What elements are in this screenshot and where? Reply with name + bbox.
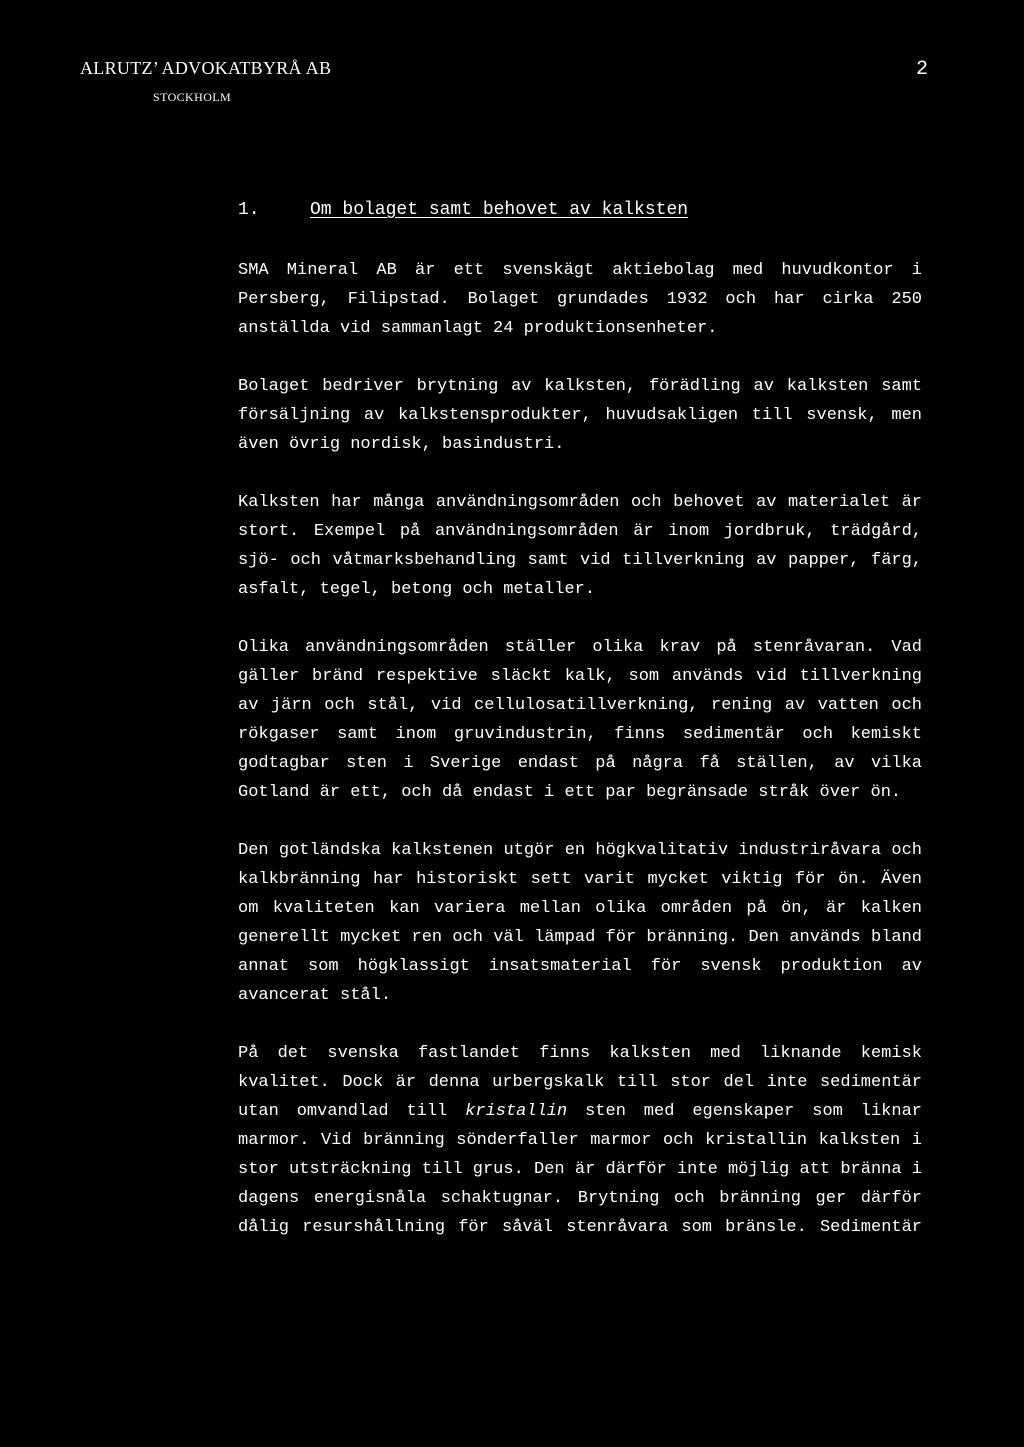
paragraph-company-intro: SMA Mineral AB är ett svenskägt aktiebolag med huvudkontor i Persberg, Filipstad. Bolaget grundades 1932 och har cirka 250 anställda vid sammanlagt 24 produktionsenheter. [238, 261, 922, 338]
body-text [238, 256, 922, 1271]
paragraph-requirements: Olika användningsområden ställer olika krav på stenråvaran. Vad gäller bränd respektive släckt kalk, som används vid tillverkning av järn och stål, vid cellulosatillverkning, rening av vatten och rökgaser samt inom gruvindustrin, finns sedimentär och kemiskt godtagbar sten i Sverige endast på några få ställen, av vilka Gotland är ett, och då endast i ett par begränsade stråk över ön. [238, 638, 922, 802]
paragraph-uses: Kalksten har många användningsområden och behovet av materialet är stort. Exempel på användningsområden är inom jordbruk, trädgård, sjö- och våtmarksbehandling samt vid tillverkning av papper, färg, asfalt, tegel, betong och metaller. [238, 493, 922, 599]
page-number: 2 [915, 58, 928, 81]
paragraph-gotland-limestone: Den gotländska kalkstenen utgör en högkvalitativ industriråvara och kalkbränning har historiskt sett varit mycket viktig för ön. Även om kvaliteten kan variera mellan olika områden på ön, är kalken generellt mycket ren och väl lämpad för bränning. Den används bland annat som högklassigt insatsmaterial för svensk produktion av avancerat stål. [238, 841, 922, 1005]
section-title: Om bolaget samt behovet av kalksten [310, 200, 689, 220]
letterhead-firm-name: ALRUTZ’ ADVOKATBYRÅ AB [80, 58, 332, 78]
emphasis-kristallin: kristallin [465, 1102, 568, 1121]
paragraph-mainland-limestone [238, 1039, 922, 1242]
letterhead-city: STOCKHOLM [153, 90, 232, 104]
section-number: 1. [238, 200, 260, 220]
paragraph-mainland-text-2: sten med egenskaper som liknar marmor. Vid bränning sönderfaller marmor och kristallin kalksten i stor utsträckning till grus. Den är därför inte möjlig att bränna i dagens energisnåla schaktugnar. Brytning och bränning ger därför dålig resurshållning för såväl stenråvara som bränsle. Sedimentär [238, 1102, 922, 1237]
section-heading [238, 200, 688, 220]
paragraph-mainland-text-1: På det svenska fastlandet finns kalksten med liknande kemisk kvalitet. Dock är denna urbergskalk till stor del inte sedimentär utan omvandlad till [238, 1044, 922, 1121]
paragraph-business: Bolaget bedriver brytning av kalksten, förädling av kalksten samt försäljning av kalkstensprodukter, huvudsakligen till svensk, men även övrig nordisk, basindustri. [238, 377, 922, 454]
